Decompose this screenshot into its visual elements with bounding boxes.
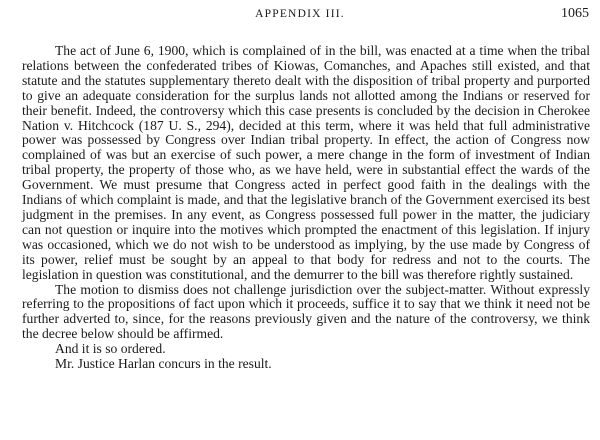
running-title: APPENDIX III. [255, 8, 345, 20]
running-head [0, 6, 600, 26]
paragraph-concurrence: Mr. Justice Harlan concurs in the result. [55, 356, 272, 372]
paragraph-motion-to-dismiss: The motion to dismiss does not challenge jurisdiction over the subject-matter. Without expressly referring to the propositions of fact upon which it proceeds, suffice it to say that we think it need not be further adverted to, since, for the reasons previously given and the nature of the controversy, we think the decree below should be affirmed. [22, 281, 590, 342]
page-number: 1065 [561, 6, 589, 21]
paragraph-opinion: The act of June 6, 1900, which is complained of in the bill, was enacted at a time when the tribal relations between the confederated tribes of Kiowas, Comanches, and Apaches still existed, and that statute and the statutes supplementary thereto dealt with the disposition of tribal property and purported to give an adequate consideration for the surplus lands not allotted among the Indians or reserved for their benefit. Indeed, the controversy which this case presents is concluded by the decision in Cherokee Nation v. Hitchcock (187 U. S., 294), decided at this term, where it was held that full administrative power was possessed by Congress over Indian tribal property. In effect, the action of Congress now complained of was but an exercise of such power, a mere change in the form of investment of Indian tribal property, the property of those who, as we have held, were in substantial effect the wards of the Government. We must presume that Congress acted in perfect good faith in the dealings with the Indians of which complaint is made, and that the legislative branch of the Government exercised its best judgment in the premises. In any event, as Congress possessed full power in the matter, the judiciary can not question or inquire into the motives which prompted the enactment of this legislation. If injury was occasioned, which we do not wish to be understood as implying, by the use made by Congress of its power, relief must be sought by an appeal to that body for redress and not to the courts. The legislation in question was constitutional, and the demurrer to the bill was therefore rightly sustained. [22, 43, 590, 282]
paragraph-order: And it is so ordered. [55, 341, 166, 357]
body-text [22, 44, 590, 372]
